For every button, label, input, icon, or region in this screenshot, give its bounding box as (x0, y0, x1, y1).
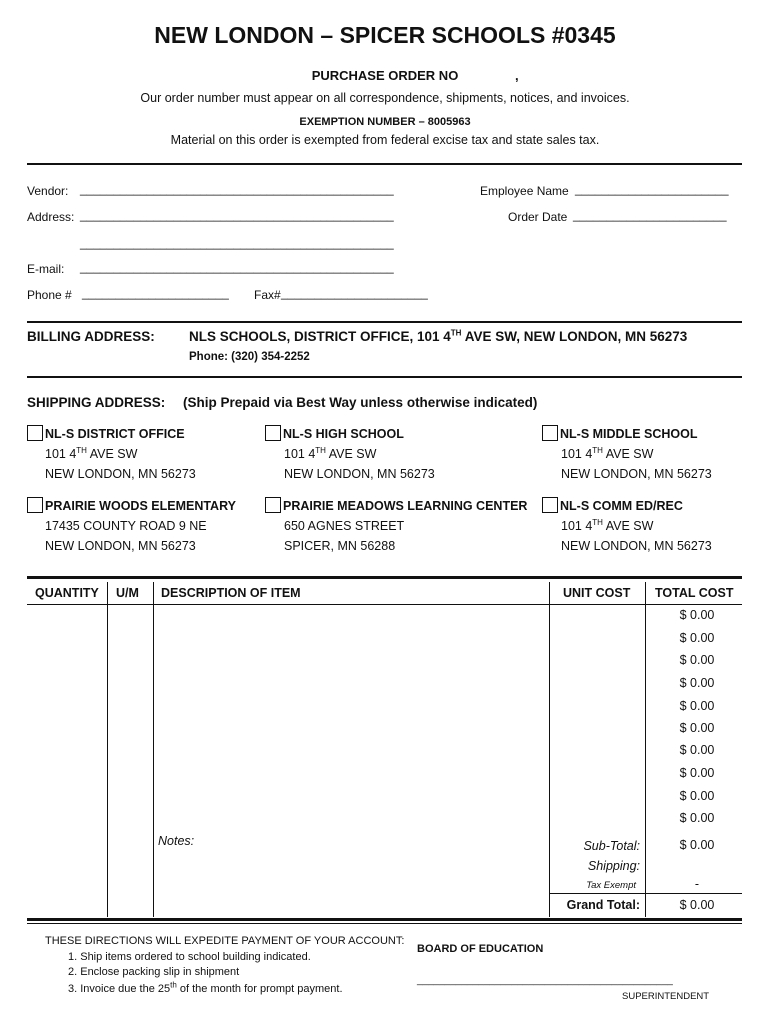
location-city: NEW LONDON, MN 56273 (284, 467, 435, 481)
row-total: $ 0.00 (679, 721, 715, 735)
row-total: $ 0.00 (679, 743, 715, 757)
purchase-order-label: PURCHASE ORDER NO (311, 68, 459, 83)
row-total: $ 0.00 (679, 631, 715, 645)
ship-location-comm-ed (542, 496, 712, 556)
header-um: U/M (116, 586, 139, 600)
location-street-sup: TH (592, 517, 603, 527)
document-title: NEW LONDON – SPICER SCHOOLS #0345 (154, 22, 616, 48)
tax-value: - (694, 877, 700, 891)
employee-name-field[interactable]: _______________________ (575, 182, 729, 196)
location-street-post: AVE SW (325, 447, 377, 461)
direction-3-pre: 3. Invoice due the 25 (68, 983, 171, 995)
phone-label: Phone # (27, 288, 72, 302)
col-divider-2 (153, 582, 154, 917)
checkbox-comm-ed[interactable] (542, 497, 558, 513)
billing-address-post: AVE SW, NEW LONDON, MN 56273 (461, 329, 688, 344)
location-street-pre: 101 4 (284, 447, 316, 461)
location-street-sup: TH (315, 445, 326, 455)
col-divider-1 (107, 582, 108, 917)
location-name: NL-S DISTRICT OFFICE (45, 427, 185, 441)
ship-location-middle-school (542, 424, 712, 484)
billing-address-label: BILLING ADDRESS: (27, 329, 155, 344)
billing-address-pre: NLS SCHOOLS, DISTRICT OFFICE, 101 4 (189, 329, 451, 344)
shipping-label: Shipping: (587, 859, 640, 873)
row-total: $ 0.00 (679, 699, 715, 713)
location-city: SPICER, MN 56288 (284, 539, 396, 553)
directions-title: THESE DIRECTIONS WILL EXPEDITE PAYMENT OF YOUR ACCOUNT: (45, 935, 405, 947)
grand-total-value: $ 0.00 (679, 898, 715, 912)
fax-label: Fax# (254, 288, 281, 302)
ship-location-high-school (265, 424, 435, 484)
phone-field[interactable]: ______________________ (82, 286, 229, 300)
order-date-field[interactable]: _______________________ (573, 208, 727, 222)
row-total: $ 0.00 (679, 811, 715, 825)
header-unit-cost: UNIT COST (563, 586, 631, 600)
location-name: NL-S MIDDLE SCHOOL (560, 427, 698, 441)
header-description: DESCRIPTION OF ITEM (161, 586, 301, 600)
header-quantity: QUANTITY (35, 586, 99, 600)
direction-3 (68, 980, 343, 995)
row-total: $ 0.00 (679, 608, 715, 622)
location-city: NEW LONDON, MN 56273 (561, 467, 712, 481)
location-street-sup: TH (592, 445, 603, 455)
exemption-number: EXEMPTION NUMBER – 8005963 (299, 116, 471, 128)
vendor-label: Vendor: (27, 184, 69, 198)
header-total-cost: TOTAL COST (655, 586, 734, 600)
employee-name-label: Employee Name (480, 184, 569, 198)
order-number-note: Our order number must appear on all correspondence, shipments, notices, and invoices. (140, 91, 630, 105)
location-street-pre: 101 4 (561, 519, 593, 533)
header-underline (27, 604, 742, 605)
shipping-note: (Ship Prepaid via Best Way unless otherwise indicated) (183, 395, 538, 410)
location-city: NEW LONDON, MN 56273 (45, 467, 196, 481)
row-total: $ 0.00 (679, 789, 715, 803)
location-city: NEW LONDON, MN 56273 (45, 539, 196, 553)
billing-address-sup: TH (450, 328, 462, 338)
purchase-order-comma: , (515, 68, 519, 83)
ship-location-prairie-woods (27, 496, 236, 556)
exemption-note: Material on this order is exempted from federal excise tax and state sales tax. (170, 133, 600, 147)
direction-1: 1. Ship items ordered to school building indicated. (68, 951, 311, 963)
email-field[interactable]: _______________________________________________ (80, 260, 394, 274)
superintendent-label: SUPERINTENDENT (622, 991, 710, 1002)
grand-total-rule (549, 893, 742, 894)
location-street-post: AVE SW (86, 447, 138, 461)
shipping-address-label: SHIPPING ADDRESS: (27, 395, 166, 410)
checkbox-high-school[interactable] (265, 425, 281, 441)
vendor-divider (27, 321, 742, 323)
table-bottom-border-2 (27, 923, 742, 924)
location-street: 17435 COUNTY ROAD 9 NE (45, 519, 207, 533)
table-top-border (27, 576, 742, 579)
direction-3-sup: th (170, 980, 177, 990)
notes-label: Notes: (158, 834, 195, 848)
billing-phone: Phone: (320) 354-2252 (189, 351, 310, 363)
location-name: PRAIRIE WOODS ELEMENTARY (45, 499, 236, 513)
col-divider-4 (645, 582, 646, 917)
address-label: Address: (27, 210, 75, 224)
location-name: NL-S HIGH SCHOOL (283, 427, 404, 441)
location-street-pre: 101 4 (45, 447, 77, 461)
vendor-field[interactable]: _______________________________________________ (80, 182, 394, 196)
direction-3-post: of the month for prompt payment. (176, 983, 343, 995)
ship-location-prairie-meadows (265, 496, 527, 556)
row-total: $ 0.00 (679, 766, 715, 780)
row-total: $ 0.00 (679, 653, 715, 667)
address-field-1[interactable]: _______________________________________________ (80, 208, 394, 222)
billing-address-line (189, 329, 687, 344)
billing-divider (27, 376, 742, 378)
location-street: 650 AGNES STREET (284, 519, 405, 533)
location-name: NL-S COMM ED/REC (560, 499, 683, 513)
fax-field[interactable]: ______________________ (281, 286, 428, 300)
location-city: NEW LONDON, MN 56273 (561, 539, 712, 553)
address-field-2[interactable]: _______________________________________________ (80, 236, 394, 250)
checkbox-prairie-meadows[interactable] (265, 497, 281, 513)
checkbox-district-office[interactable] (27, 425, 43, 441)
table-bottom-border (27, 918, 742, 921)
subtotal-value: $ 0.00 (679, 838, 715, 852)
subtotal-label: Sub-Total: (583, 839, 640, 853)
signature-line[interactable]: ______________________________________________ (417, 975, 673, 986)
tax-exempt-label: Tax Exempt (586, 880, 636, 891)
grand-total-label: Grand Total: (566, 898, 640, 912)
email-label: E-mail: (27, 262, 65, 276)
checkbox-middle-school[interactable] (542, 425, 558, 441)
direction-2: 2. Enclose packing slip in shipment (68, 966, 240, 978)
location-street-post: AVE SW (602, 447, 654, 461)
order-date-label: Order Date (508, 210, 568, 224)
location-street-pre: 101 4 (561, 447, 593, 461)
checkbox-prairie-woods[interactable] (27, 497, 43, 513)
header-divider (27, 163, 742, 165)
location-name: PRAIRIE MEADOWS LEARNING CENTER (283, 499, 528, 513)
row-total: $ 0.00 (679, 676, 715, 690)
location-street-sup: TH (76, 445, 87, 455)
ship-location-district-office (27, 424, 196, 484)
board-of-education: BOARD OF EDUCATION (417, 943, 544, 955)
location-street-post: AVE SW (602, 519, 654, 533)
